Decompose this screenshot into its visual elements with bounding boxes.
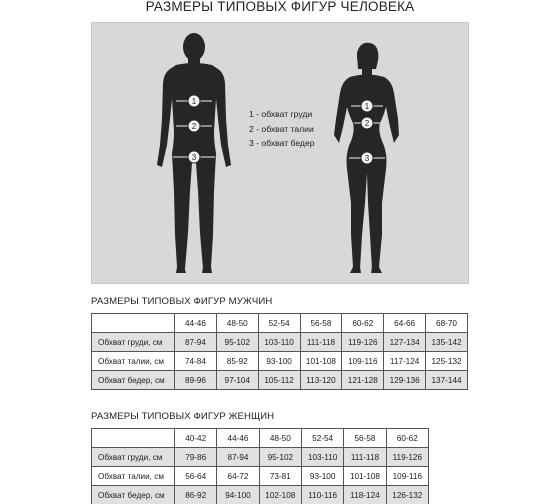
table-cell: 64-72 bbox=[217, 467, 259, 486]
marker-label-2: 2 bbox=[364, 119, 370, 128]
male-markers bbox=[188, 95, 200, 163]
page-title: РАЗМЕРЫ ТИПОВЫХ ФИГУР ЧЕЛОВЕКА bbox=[145, 0, 415, 14]
table-cell: 125-132 bbox=[426, 352, 468, 371]
legend-item-chest: 1 - обхват груди bbox=[249, 109, 313, 119]
table-cell: 129-136 bbox=[384, 371, 426, 390]
men-size-table bbox=[91, 313, 468, 390]
table-cell: 73-81 bbox=[259, 467, 301, 486]
legend-item-waist: 2 - обхват талии bbox=[249, 123, 314, 134]
table-cell: 103-110 bbox=[301, 448, 343, 467]
marker-label-2: 2 bbox=[191, 122, 197, 131]
measurement-legend bbox=[249, 107, 315, 151]
row-label: Обхват груди, см bbox=[92, 333, 175, 352]
table-cell: 109-116 bbox=[342, 352, 384, 371]
table-cell: 94-100 bbox=[217, 486, 259, 504]
header-cell: 56-58 bbox=[300, 314, 342, 333]
men-section-title: РАЗМЕРЫ ТИПОВЫХ ФИГУР МУЖЧИН bbox=[91, 296, 273, 307]
table-cell: 111-118 bbox=[300, 333, 342, 352]
table-row bbox=[92, 352, 468, 371]
table-cell: 87-94 bbox=[175, 333, 217, 352]
table-cell: 93-100 bbox=[301, 467, 343, 486]
header-cell bbox=[92, 314, 175, 333]
table-cell: 117-124 bbox=[384, 352, 426, 371]
table-cell: 110-116 bbox=[301, 486, 343, 504]
table-cell: 74-84 bbox=[175, 352, 217, 371]
table-cell: 118-124 bbox=[344, 486, 386, 504]
table-cell: 56-64 bbox=[175, 467, 217, 486]
table-row bbox=[92, 371, 468, 390]
table-cell: 111-118 bbox=[344, 448, 386, 467]
header-cell: 68-70 bbox=[426, 314, 468, 333]
table-row bbox=[92, 486, 429, 504]
table-cell: 86-92 bbox=[175, 486, 217, 504]
table-cell: 119-126 bbox=[342, 333, 384, 352]
row-label: Обхват талии, см bbox=[92, 467, 175, 486]
table-cell: 109-116 bbox=[386, 467, 428, 486]
header-cell: 52-54 bbox=[258, 314, 300, 333]
table-cell: 93-100 bbox=[258, 352, 300, 371]
table-row bbox=[92, 467, 429, 486]
header-cell: 44-46 bbox=[175, 314, 217, 333]
table-cell: 89-96 bbox=[175, 371, 217, 390]
women-section-title: РАЗМЕРЫ ТИПОВЫХ ФИГУР ЖЕНЩИН bbox=[91, 411, 275, 422]
header-cell: 44-46 bbox=[217, 429, 259, 448]
marker-label-1: 1 bbox=[364, 102, 370, 111]
legend-item-hips: 3 - обхват бедер bbox=[249, 138, 315, 148]
table-cell: 79-86 bbox=[175, 448, 217, 467]
table-row bbox=[92, 333, 468, 352]
table-cell: 102-108 bbox=[259, 486, 301, 504]
table-cell: 95-102 bbox=[259, 448, 301, 467]
header-cell: 40-42 bbox=[175, 429, 217, 448]
silhouettes-illustration bbox=[92, 23, 470, 285]
header-cell: 60-62 bbox=[342, 314, 384, 333]
table-cell: 95-102 bbox=[216, 333, 258, 352]
header-cell: 56-58 bbox=[344, 429, 386, 448]
header-cell: 64-66 bbox=[384, 314, 426, 333]
table-cell: 85-92 bbox=[216, 352, 258, 371]
body-figure-panel bbox=[91, 22, 469, 284]
header-cell: 48-50 bbox=[216, 314, 258, 333]
women-size-table bbox=[91, 428, 429, 504]
header-cell: 52-54 bbox=[301, 429, 343, 448]
table-row bbox=[92, 448, 429, 467]
header-cell: 60-62 bbox=[386, 429, 428, 448]
table-cell: 105-112 bbox=[258, 371, 300, 390]
table-cell: 87-94 bbox=[217, 448, 259, 467]
table-cell: 121-128 bbox=[342, 371, 384, 390]
table-cell: 101-108 bbox=[344, 467, 386, 486]
row-label: Обхват бедер, см bbox=[92, 371, 175, 390]
marker-label-3: 3 bbox=[191, 153, 197, 162]
row-label: Обхват талии, см bbox=[92, 352, 175, 371]
marker-label-1: 1 bbox=[191, 97, 197, 106]
table-cell: 126-132 bbox=[386, 486, 428, 504]
header-cell bbox=[92, 429, 175, 448]
table-cell: 137-144 bbox=[426, 371, 468, 390]
table-cell: 135-142 bbox=[426, 333, 468, 352]
row-label: Обхват груди, см bbox=[92, 448, 175, 467]
table-cell: 113-120 bbox=[300, 371, 342, 390]
table-header-row bbox=[92, 314, 468, 333]
table-cell: 97-104 bbox=[216, 371, 258, 390]
marker-label-3: 3 bbox=[364, 154, 370, 163]
header-cell: 48-50 bbox=[259, 429, 301, 448]
row-label: Обхват бедер, см bbox=[92, 486, 175, 504]
table-cell: 103-110 bbox=[258, 333, 300, 352]
table-header-row bbox=[92, 429, 429, 448]
table-cell: 101-108 bbox=[300, 352, 342, 371]
table-cell: 127-134 bbox=[384, 333, 426, 352]
table-cell: 119-126 bbox=[386, 448, 428, 467]
